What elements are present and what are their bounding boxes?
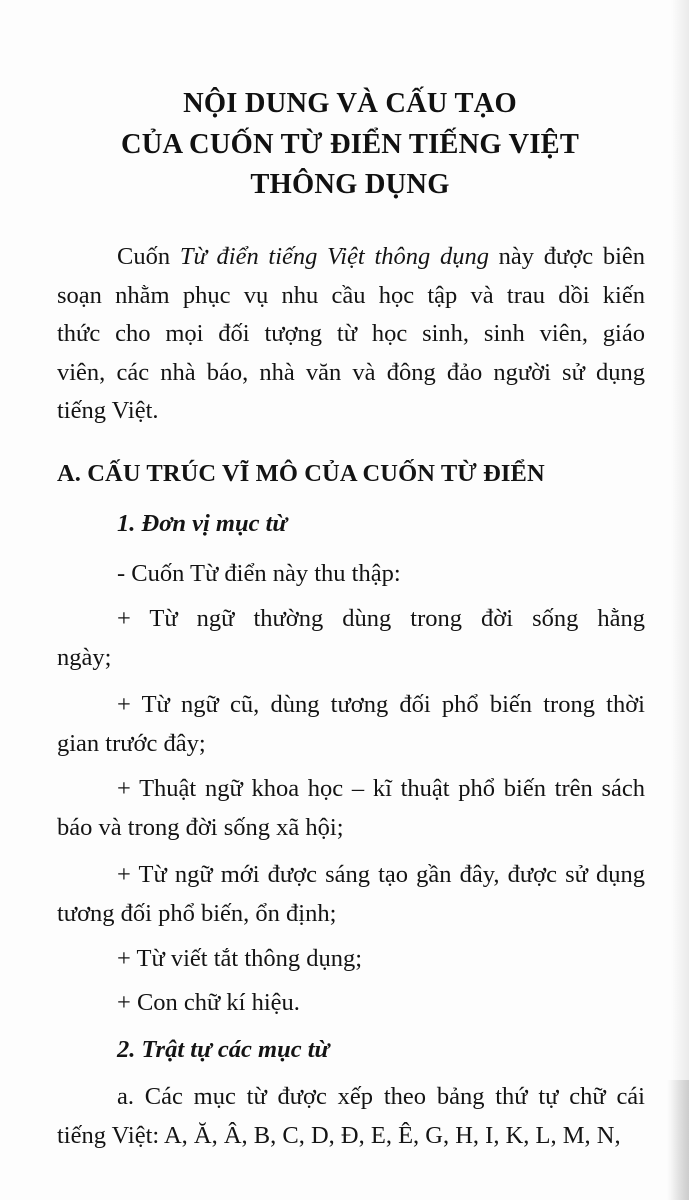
list-item: + Từ ngữ cũ, dùng tương đối phổ biến trong thời gian trước đây; xyxy=(57,691,645,757)
section-a-heading: A. CẤU TRÚC VĨ MÔ CỦA CUỐN TỪ ĐIỂN xyxy=(57,460,545,487)
intro-line-2: soạn nhằm phục vụ nhu cầu học tập và trau dồi kiến xyxy=(57,281,645,309)
intro-line-1: Cuốn Từ điển tiếng Việt thông dụng này được biên xyxy=(117,243,646,270)
subsection-1-heading: 1. Đơn vị mục từ xyxy=(117,510,288,537)
list-item: + Thuật ngữ khoa học – kĩ thuật phổ biến trên sách báo và trong đời sống xã hội; xyxy=(57,775,645,841)
subsection-2-heading: 2. Trật tự các mục từ xyxy=(117,1036,330,1063)
intro-line-5: tiếng Việt. xyxy=(57,397,159,424)
page-curl-shadow xyxy=(667,1080,689,1200)
title-line-1: NỘI DUNG VÀ CẤU TẠO xyxy=(183,88,517,119)
title-line-2: CỦA CUỐN TỪ ĐIỂN TIẾNG VIỆT xyxy=(120,128,580,160)
page-title xyxy=(0,84,689,206)
list-item: + Từ ngữ mới được sáng tạo gần đây, được sử dụng tương đối phổ biến, ổn định; xyxy=(57,861,645,927)
intro-line-4: viên, các nhà báo, nhà văn và đông đảo người sử dụng xyxy=(57,358,645,386)
collection-lead: - Cuốn Từ điển này thu thập: xyxy=(117,560,401,587)
intro-paragraph xyxy=(57,238,645,431)
list-item: + Con chữ kí hiệu. xyxy=(117,989,300,1016)
book-title-italic: Từ điển tiếng Việt thông dụng xyxy=(179,243,489,270)
intro-line-3: thức cho mọi đối tượng từ học sinh, sinh viên, giáo xyxy=(57,320,645,347)
ordering-paragraph: a. Các mục từ được xếp theo bảng thứ tự chữ cái tiếng Việt: A, Ă, Â, B, C, D, Đ, E, Ê, G, H, I, K, L, M, N, xyxy=(57,1083,645,1149)
list-item: + Từ viết tắt thông dụng; xyxy=(117,945,363,972)
list-item: + Từ ngữ thường dùng trong đời sống hằng ngày; xyxy=(57,605,645,671)
title-line-3: THÔNG DỤNG xyxy=(250,169,450,200)
